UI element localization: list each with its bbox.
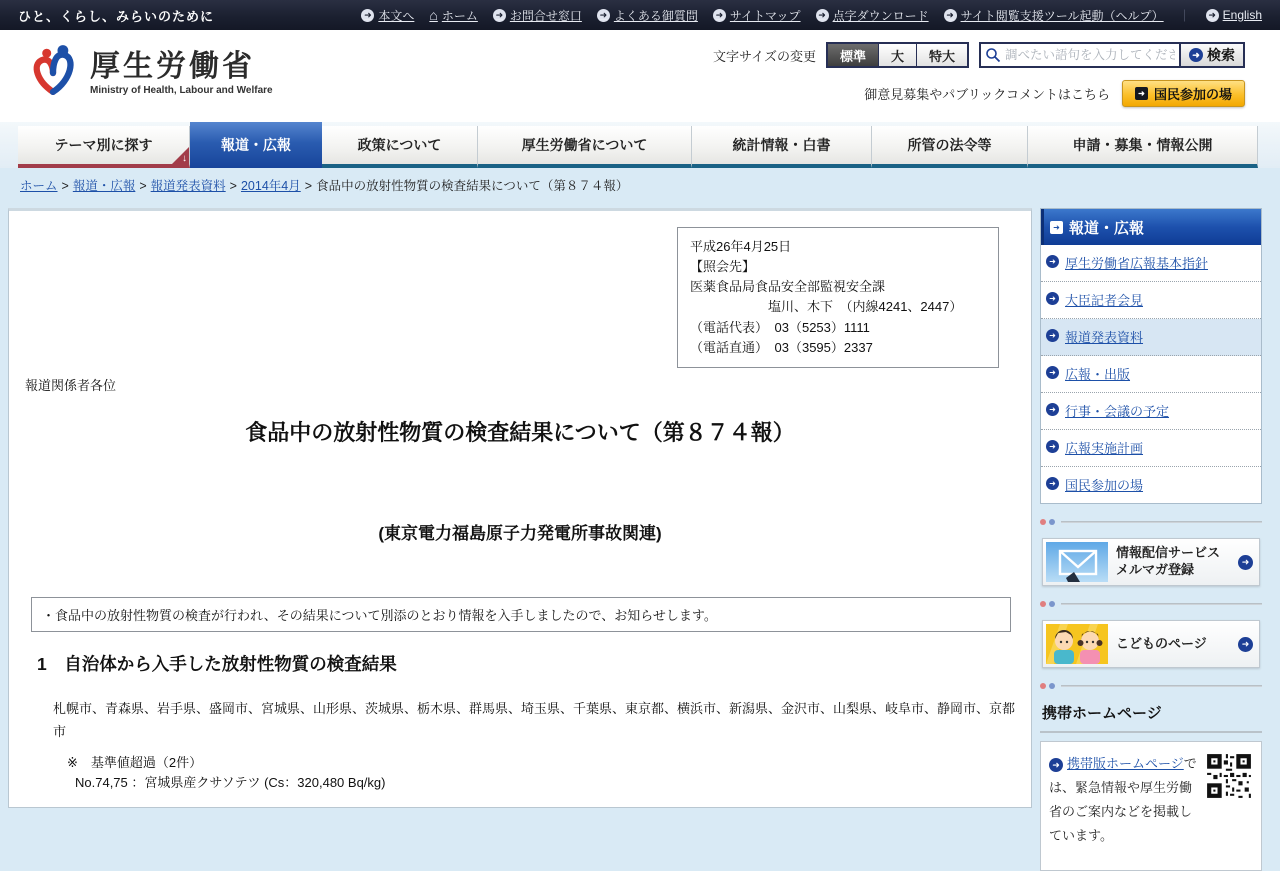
arrow-circle-icon: ➜: [713, 9, 726, 22]
mhlw-logo[interactable]: [26, 44, 273, 102]
envelope-icon: [1046, 542, 1108, 582]
arrow-circle-icon: ➜: [493, 9, 506, 22]
mobile-homepage-heading: 携帯ホームページ: [1042, 705, 1162, 722]
mailmag-banner[interactable]: [1042, 538, 1260, 586]
arrow-circle-icon: ➜: [1046, 366, 1059, 379]
arrow-circle-icon: ➜: [1206, 9, 1219, 22]
header-tools: [685, 42, 1245, 107]
site-tagline: ひと、くらし、みらいのために: [18, 8, 215, 24]
topbar-link-english[interactable]: ➜ English: [1206, 8, 1262, 22]
breadcrumb-2014-april[interactable]: 2014年4月: [240, 179, 301, 193]
arrow-circle-icon: ➜: [1046, 477, 1059, 490]
sidebar: [1040, 208, 1262, 871]
topbar-link-accessibility-tool[interactable]: ➜ サイト閲覧支援ツール起動（ヘルプ）: [944, 7, 1164, 24]
addressee: 報道関係者各位: [25, 378, 117, 393]
arrow-circle-icon: ➜: [1046, 329, 1059, 342]
arrow-circle-icon: ➜: [1046, 403, 1059, 416]
site-header: [0, 30, 1280, 122]
summary-notice-box: ・食品中の放射性物質の検査が行われ、その結果について別添のとおり情報を入手しましたので、お知らせします。: [31, 597, 1011, 632]
section1-heading: 1 自治体から入手した放射性物質の検査結果: [37, 654, 397, 674]
main-content: [8, 208, 1032, 808]
topbar-link-main-content[interactable]: ➜ 本文へ: [361, 7, 414, 24]
breadcrumb-home[interactable]: ホーム: [20, 179, 58, 193]
press-pr-menu-header: ➜ 報道・広報: [1041, 209, 1261, 245]
mhlw-logo-mark: [26, 44, 80, 102]
tab-policies[interactable]: 政策について: [322, 126, 478, 168]
qr-code: [1205, 752, 1253, 800]
topbar-link-home[interactable]: ⌂ ホーム: [429, 6, 478, 23]
arrow-circle-icon: ➜: [1046, 440, 1059, 453]
tab-applications[interactable]: 申請・募集・情報公開: [1028, 126, 1258, 168]
search-input[interactable]: [1001, 44, 1179, 66]
public-comment-text: 御意見募集やパブリックコメントはこちら: [864, 87, 1110, 102]
kids-icon: [1046, 624, 1108, 664]
search-button[interactable]: ➜ 検索: [1179, 44, 1243, 66]
arrow-square-icon: ➜: [1135, 87, 1148, 100]
sidebar-item-pr-publications[interactable]: ➜ 広報・出版: [1041, 356, 1261, 393]
brand-text: [90, 50, 273, 96]
separator: ｜: [1178, 8, 1191, 23]
page-title: 食品中の放射性物質の検査結果について（第８７４報）: [245, 420, 795, 445]
utility-topbar: [0, 0, 1280, 30]
arrow-circle-icon: ➜: [597, 9, 610, 22]
breadcrumb: ホーム > 報道・広報 > 報道発表資料 > 2014年4月 > 食品中の放射性物質の検査結果について（第８７４報）: [20, 179, 629, 193]
tab-about-mhlw[interactable]: 厚生労働省について: [478, 126, 692, 168]
page-subtitle: (東京電力福島原子力発電所事故関連): [378, 524, 662, 543]
search-icon: [985, 47, 1001, 63]
contact-tel-direct: （電話直通） 03（3595）2337: [690, 339, 873, 355]
sidebar-item-public-participation[interactable]: ➜ 国民参加の場: [1041, 467, 1261, 503]
exceedance-detail: No.74,75 ：宮城県産クサソテツ (Cs：320,480 Bq/kg): [75, 775, 386, 790]
arrow-circle-icon: ➜: [1046, 255, 1059, 268]
mailmag-banner-label: 情報配信サービス メルマガ登録: [1116, 545, 1221, 577]
contact-label: 【照会先】: [690, 259, 756, 275]
arrow-circle-icon: ➜: [944, 9, 957, 22]
arrow-circle-icon: ➜: [1238, 637, 1253, 652]
tab-search-by-theme[interactable]: テーマ別に探す ↓: [18, 126, 190, 168]
contact-persons: 塩川、木下 （内線4241、2447）: [768, 299, 963, 315]
kids-page-banner[interactable]: [1042, 620, 1260, 668]
global-navigation: [0, 122, 1280, 168]
topbar-link-contact[interactable]: ➜ お問合せ窓口: [493, 7, 582, 24]
home-icon: ⌂: [429, 6, 438, 23]
arrow-square-icon: ➜: [1050, 221, 1063, 234]
contact-department: 医薬食品局食品安全部監視安全課: [690, 279, 886, 295]
sidebar-item-pr-guidelines[interactable]: ➜ 厚生労働省広報基本指針: [1041, 245, 1261, 282]
contact-tel-main: （電話代表） 03（5253）1111: [690, 319, 870, 335]
org-name: 厚生労働省: [90, 50, 255, 83]
arrow-circle-icon: ➜: [361, 9, 374, 22]
org-name-en: Ministry of Health, Labour and Welfare: [90, 85, 273, 96]
tab-press-pr[interactable]: 報道・広報: [190, 122, 322, 168]
arrow-circle-icon: ➜: [1238, 555, 1253, 570]
topbar-link-sitemap[interactable]: ➜ サイトマップ: [713, 7, 801, 24]
mobile-homepage-link[interactable]: 携帯版ホームページ: [1067, 756, 1184, 771]
exceedance-note: ※ 基準値超過（2件）: [67, 755, 203, 770]
mobile-homepage-box: [1040, 741, 1262, 871]
dotted-divider: [1040, 519, 1262, 525]
public-participation-button[interactable]: ➜ 国民参加の場: [1122, 80, 1245, 107]
textsize-switcher: [826, 42, 969, 68]
press-pr-menu: [1040, 208, 1262, 504]
topbar-link-braille[interactable]: ➜ 点字ダウンロード: [816, 7, 929, 24]
release-date: 平成26年4月25日: [690, 239, 792, 254]
sidebar-item-pr-implementation-plan[interactable]: ➜ 広報実施計画: [1041, 430, 1261, 467]
arrow-circle-icon: ➜: [816, 9, 829, 22]
sidebar-item-press-releases[interactable]: ➜ 報道発表資料: [1041, 319, 1261, 356]
utility-links: [361, 7, 1262, 24]
arrow-circle-icon: ➜: [1046, 292, 1059, 305]
site-search: [979, 42, 1245, 68]
textsize-label: 文字サイズの変更: [712, 48, 816, 64]
sidebar-item-minister-press-conference[interactable]: ➜ 大臣記者会見: [1041, 282, 1261, 319]
tab-laws[interactable]: 所管の法令等: [872, 126, 1028, 168]
arrow-circle-icon: ➜: [1049, 758, 1063, 772]
topbar-link-faq[interactable]: ➜ よくある御質問: [597, 7, 698, 24]
textsize-large-button[interactable]: 大: [879, 44, 917, 66]
sidebar-item-events-schedule[interactable]: ➜ 行事・会議の予定: [1041, 393, 1261, 430]
mobile-homepage-text: では、緊急情報や厚生労働省のご案内などを掲載しています。: [1049, 756, 1197, 844]
contact-info-box: [677, 227, 999, 368]
tab-statistics[interactable]: 統計情報・白書: [692, 126, 872, 168]
breadcrumb-press-releases[interactable]: 報道発表資料: [150, 179, 226, 193]
dotted-divider: [1040, 601, 1262, 607]
breadcrumb-current: 食品中の放射性物質の検査結果について（第８７４報）: [316, 179, 629, 193]
arrow-circle-icon: ➜: [1189, 48, 1203, 62]
textsize-xlarge-button[interactable]: 特大: [917, 44, 967, 66]
divider: [1040, 731, 1262, 733]
chevron-down-icon: ↓: [182, 153, 187, 164]
dotted-divider: [1040, 683, 1262, 689]
breadcrumb-press-pr[interactable]: 報道・広報: [72, 179, 136, 193]
kids-page-banner-label: こどものページ: [1116, 635, 1207, 651]
municipality-list: 札幌市、青森県、岩手県、盛岡市、宮城県、山形県、茨城県、栃木県、群馬県、埼玉県、千葉県、東京都、横浜市、新潟県、金沢市、山梨県、岐阜市、静岡市、京都市: [53, 701, 1016, 739]
textsize-standard-button[interactable]: 標準: [828, 44, 879, 66]
